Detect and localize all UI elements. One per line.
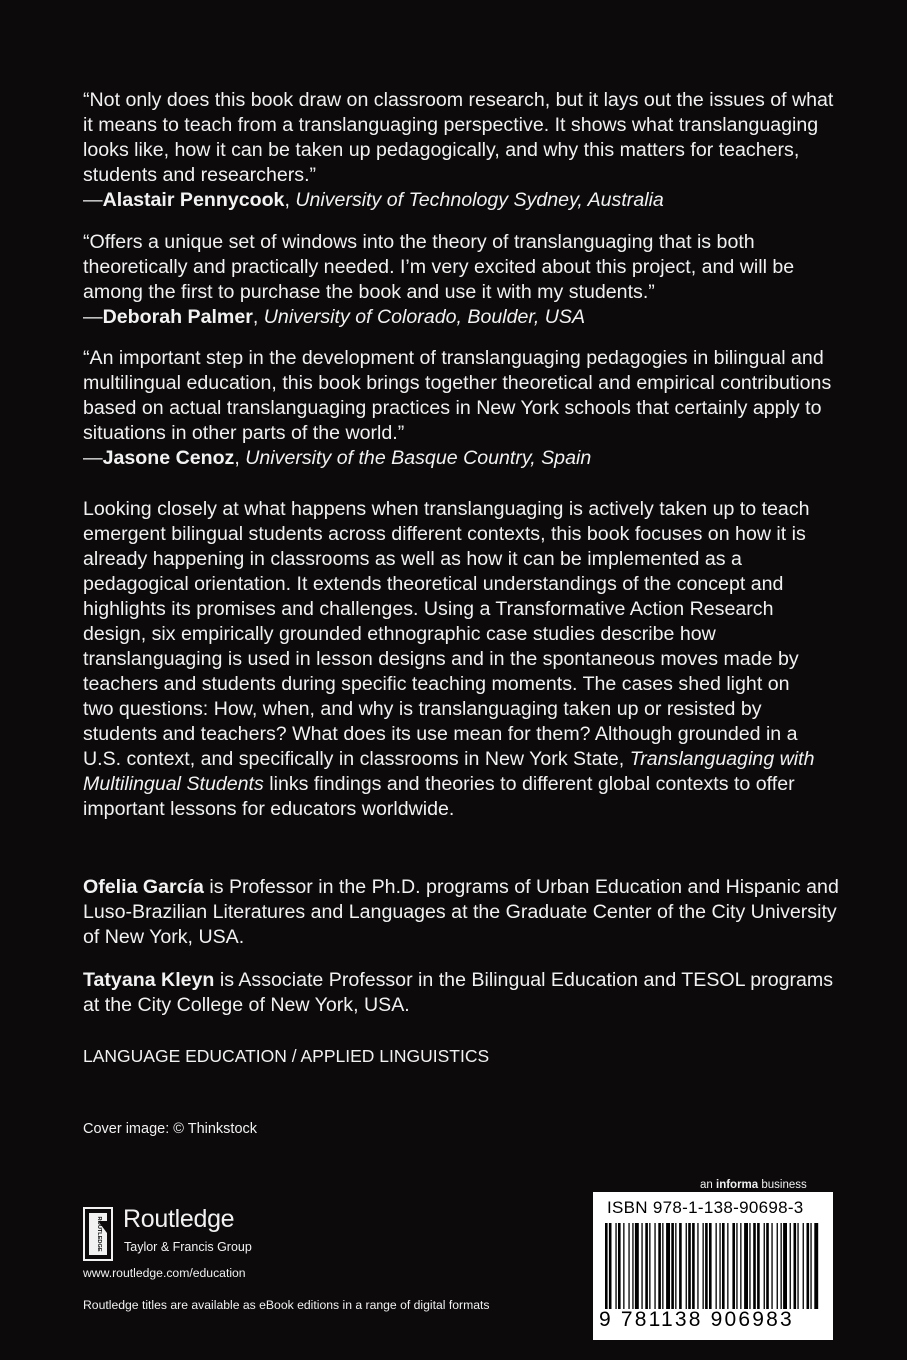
barcode-bar: [766, 1223, 769, 1309]
publisher-name: Routledge: [123, 1205, 235, 1233]
barcode-bar: [635, 1223, 639, 1309]
barcode-bar: [807, 1223, 810, 1309]
barcode-bar: [679, 1223, 682, 1309]
barcode-bar: [781, 1223, 782, 1309]
isbn-label: ISBN 978-1-138-90698-3: [607, 1198, 804, 1217]
barcode-bar: [794, 1223, 797, 1309]
barcode-bar: [618, 1223, 621, 1309]
publisher-group: Taylor & Francis Group: [124, 1240, 252, 1254]
isbn-barcode-box: [593, 1192, 833, 1340]
barcode-bar: [671, 1223, 674, 1309]
barcode-bar: [777, 1223, 778, 1309]
barcode-bar: [814, 1223, 818, 1309]
barcode-bar: [803, 1223, 804, 1309]
barcode-bar: [810, 1223, 811, 1309]
barcode-icon: [605, 1223, 821, 1313]
barcode-bar: [740, 1223, 741, 1309]
book-title: Translanguaging with Multilingual Students: [83, 748, 815, 795]
barcode-bar: [662, 1223, 663, 1309]
endorsement-quote-3: [83, 346, 843, 471]
quote-affiliation: University of Colorado, Boulder, USA: [263, 306, 586, 328]
barcode-bar: [749, 1223, 750, 1309]
quote-affiliation: University of Technology Sydney, Australia: [295, 189, 664, 211]
subject-category: LANGUAGE EDUCATION / APPLIED LINGUISTICS: [83, 1046, 490, 1066]
barcode-bar: [645, 1223, 648, 1309]
barcode-bar: [757, 1223, 760, 1309]
routledge-logo: [83, 1207, 333, 1263]
barcode-bar: [771, 1223, 772, 1309]
quote-text: “Not only does this book draw on classroom research, but it lays out the issues of what it means to teach from a translanguaging perspective. It shows what translanguaging looks like, how it can be taken up pedagogically, and why this matters for teachers, students and researchers.”: [83, 89, 834, 186]
author-name: Tatyana Kleyn: [83, 969, 215, 991]
barcode-bar: [732, 1223, 735, 1309]
barcode-bar: [623, 1223, 624, 1309]
quote-text: “An important step in the development of translanguaging pedagogies in bilingual and multilingual education, this book brings together theoretical and empirical contributions based on actual translanguaging practices in New York schools that certainly apply to situations in other parts of the world.”: [83, 347, 832, 444]
barcode-bar: [609, 1223, 612, 1309]
barcode-bar: [605, 1223, 608, 1309]
barcode-bar: [686, 1223, 687, 1309]
endorsement-quote-2: [83, 230, 843, 330]
quote-attribution: —Jasone Cenoz, University of the Basque Country, Spain: [83, 447, 592, 469]
quote-text: “Offers a unique set of windows into the theory of translanguaging that is both theoretically and practically needed. I’m very excited about this project, and will be among the first to purchase the book and use it with my students.”: [83, 231, 795, 303]
barcode-bar: [719, 1223, 720, 1309]
barcode-number: 9 781138 906983: [599, 1308, 794, 1331]
ebook-note: Routledge titles are available as eBook editions in a range of digital formats: [83, 1298, 490, 1312]
barcode-bar: [709, 1223, 712, 1309]
author-bio-garcia: Ofelia García is Professor in the Ph.D. programs of Urban Education and Hispanic and Luso-Brazilian Literatures and Languages at the Graduate Center of the City University of New York, USA.: [83, 876, 839, 948]
book-description: Looking closely at what happens when translanguaging is actively taken up to teach emergent bilingual students across different contexts, this book focuses on how it is already happening in classrooms as well as how it can be implemented as a pedagogical orientation. It extends theoretical understandings of the concept and highlights its promises and challenges. Using a Transformative Action Research design, six empirically grounded ethnographic case studies describe how translanguaging is used in lesson designs and in the spontaneous moves made by teachers and students during specific teaching moments. The cases shed light on two questions: How, when, and why is translanguaging taken up or resisted by students and teachers? What does its use mean for them? Although grounded in a U.S. context, and specifically in classrooms in New York State, Translanguaging with Multilingual Students links findings and theories to different global contexts to offer important lessons for educators worldwide.: [83, 498, 815, 820]
barcode-bar: [753, 1223, 756, 1309]
barcode-bar: [703, 1223, 704, 1309]
barcode-bar: [727, 1223, 728, 1309]
barcode-bar: [688, 1223, 691, 1309]
quote-affiliation: University of the Basque Country, Spain: [245, 447, 592, 469]
endorsement-quote-1: [83, 88, 843, 213]
informa-brand: informa: [716, 1179, 759, 1191]
barcode-bar: [764, 1223, 765, 1309]
barcode-bar: [632, 1223, 633, 1309]
barcode-bar: [654, 1223, 655, 1309]
quote-attribution: —Deborah Palmer, University of Colorado, Boulder, USA: [83, 306, 586, 328]
barcode-bar: [736, 1223, 737, 1309]
barcode-bar: [716, 1223, 717, 1309]
barcode-bar: [658, 1223, 661, 1309]
logo-mark-text: ROUTLEDGE: [96, 1216, 102, 1252]
barcode-bar: [790, 1223, 791, 1309]
quote-author: Jasone Cenoz: [102, 447, 235, 469]
barcode-bar: [641, 1223, 642, 1309]
barcode-bar: [615, 1223, 616, 1309]
publisher-url: www.routledge.com/education: [83, 1266, 246, 1280]
barcode-bar: [675, 1223, 676, 1309]
quote-author: Alastair Pennycook: [102, 189, 285, 211]
barcode-bar: [628, 1223, 629, 1309]
informa-tagline: an informa business: [700, 1179, 807, 1191]
barcode-bar: [666, 1223, 670, 1309]
quote-attribution: —Alastair Pennycook, University of Technology Sydney, Australia: [83, 189, 664, 211]
barcode-bar: [705, 1223, 708, 1309]
barcode-bar: [692, 1223, 695, 1309]
barcode-bar: [722, 1223, 725, 1309]
barcode-bar: [649, 1223, 650, 1309]
routledge-logo-mark-icon: [83, 1207, 113, 1261]
barcode-bar: [797, 1223, 798, 1309]
cover-credit: Cover image: © Thinkstock: [83, 1121, 258, 1137]
barcode-bar: [783, 1223, 787, 1309]
quote-author: Deborah Palmer: [102, 306, 253, 328]
barcode-bar: [744, 1223, 748, 1309]
author-bio-kleyn: Tatyana Kleyn is Associate Professor in the Bilingual Education and TESOL programs at the City College of New York, USA.: [83, 969, 834, 1016]
barcode-bar: [697, 1223, 698, 1309]
author-name: Ofelia García: [83, 876, 204, 898]
